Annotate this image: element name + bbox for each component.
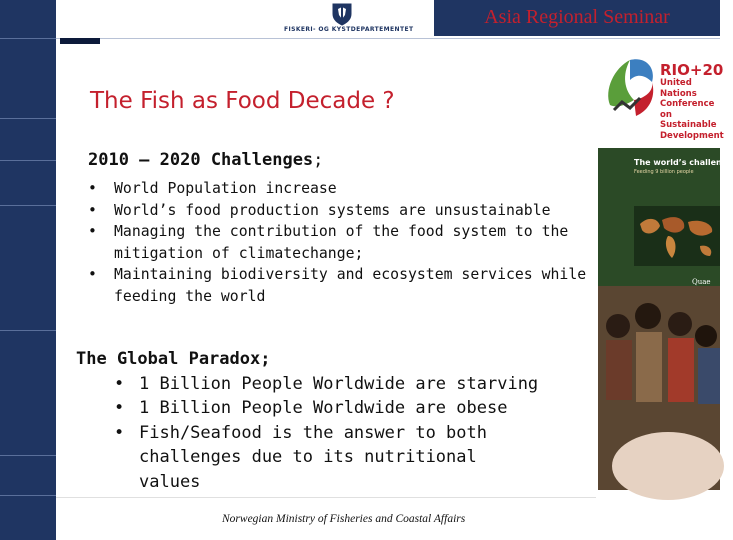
rio20-title: RIO+20 — [660, 61, 724, 79]
challenges-heading — [88, 150, 323, 170]
challenge-text: Maintaining biodiversity and ecosystem services while feeding the world — [114, 266, 587, 305]
list-item — [88, 221, 588, 264]
left-sidebar-strip — [0, 0, 56, 540]
challenge-text: Managing the contribution of the food system to the mitigation of climatechange; — [114, 223, 569, 262]
bullet-icon: • — [114, 373, 125, 394]
list-item — [88, 178, 588, 200]
rio20-emblem-icon — [600, 50, 660, 130]
bullet-icon: • — [88, 180, 97, 197]
sidebar-divider — [0, 495, 56, 496]
list-item — [88, 200, 588, 222]
list-item — [76, 421, 539, 495]
sidebar-divider — [0, 38, 56, 79]
paradox-text: 1 Billion People Worldwide are starving — [139, 373, 539, 394]
challenges-heading-text: 2010 – 2020 Challenges — [88, 150, 314, 170]
book-title: The world’s challenge — [634, 158, 733, 167]
sidebar-divider — [0, 118, 56, 119]
rio20-logo — [598, 44, 724, 146]
footer-divider — [56, 497, 596, 498]
rio20-line: United Nations — [660, 78, 697, 99]
list-item — [76, 396, 539, 421]
book-publisher: Quae — [692, 278, 711, 286]
paradox-heading: The Global Paradox; — [76, 349, 271, 369]
paradox-text: Fish/Seafood is the answer to both challenges due to its nutritional values — [139, 422, 487, 492]
sidebar-divider — [0, 330, 56, 331]
sidebar-divider — [0, 455, 56, 456]
header-accent-tab — [60, 38, 100, 44]
world-map-icon — [634, 206, 720, 266]
bullet-icon: • — [88, 223, 97, 240]
children-photo — [598, 286, 720, 490]
paradox-list — [76, 372, 539, 495]
rio20-line: Conference on — [660, 99, 715, 120]
challenges-list — [88, 178, 588, 307]
world-map-image — [634, 206, 720, 266]
paradox-section — [76, 347, 539, 494]
children-photo-image — [598, 286, 720, 490]
book-subtitle: Feeding 9 billion people — [634, 169, 694, 175]
bullet-icon: • — [88, 266, 97, 283]
footer-text: Norwegian Ministry of Fisheries and Coastal Affairs — [222, 513, 466, 525]
challenges-heading-punct: ; — [313, 150, 324, 170]
slide-title: The Fish as Food Decade ? — [90, 88, 395, 114]
list-item — [88, 264, 588, 307]
bullet-icon: • — [114, 398, 125, 418]
ministry-name: FISKERI- OG KYSTDEPARTEMENTET — [284, 26, 414, 33]
rio20-line: Sustainable — [660, 120, 717, 130]
challenge-text: World’s food production systems are unsustainable — [114, 201, 551, 219]
bullet-icon: • — [114, 422, 125, 443]
seminar-banner: Asia Regional Seminar — [434, 0, 720, 36]
rio20-line: Development — [660, 130, 724, 141]
norway-crest-icon — [330, 2, 354, 26]
book-cover-image — [598, 148, 733, 490]
bullet-icon: • — [88, 201, 97, 219]
challenge-text: World Population increase — [114, 180, 337, 197]
rio20-text — [660, 62, 724, 141]
sidebar-divider — [0, 205, 56, 206]
sidebar-divider — [0, 160, 56, 161]
list-item — [76, 372, 539, 397]
paradox-text: 1 Billion People Worldwide are obese — [139, 398, 508, 418]
